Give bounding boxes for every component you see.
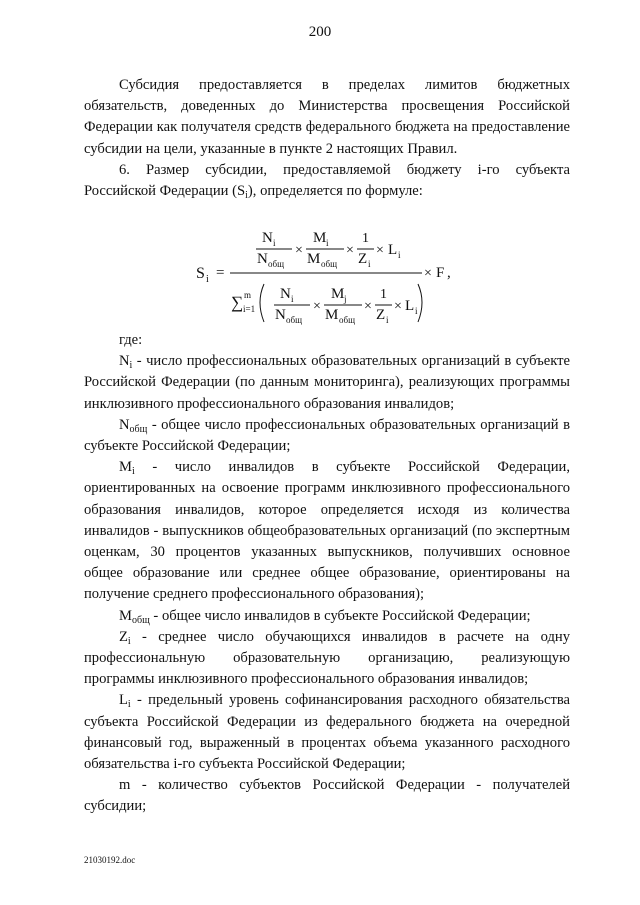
svg-text:×: × bbox=[394, 299, 402, 314]
svg-text:Z: Z bbox=[376, 307, 386, 323]
svg-text:N: N bbox=[257, 251, 268, 267]
svg-text:,: , bbox=[447, 265, 451, 281]
definitions bbox=[84, 330, 570, 818]
svg-text:×: × bbox=[364, 299, 372, 314]
svg-text:=: = bbox=[216, 265, 225, 281]
svg-text:F: F bbox=[436, 265, 445, 281]
definition-ni: $N_i$ - число профессиональных образовательных организаций в субъекте Российской Федерации (по данным мониторинга), реализующих программы инклюзивного профессионального образования инвалидов; bbox=[84, 353, 570, 412]
svg-text:×: × bbox=[295, 243, 303, 258]
formula-svg bbox=[194, 218, 464, 330]
svg-text:i: i bbox=[415, 306, 418, 316]
paragraph-subsidy-limits: Субсидия предоставляется в пределах лимитов бюджетных обязательств, доведенных до Министерства просвещения Российской Федерации как получателя средств федерального бюджета на предоставление субсидии на цели, указанные в пункте 2 настоящих Правил. bbox=[84, 77, 570, 157]
svg-text:i: i bbox=[386, 315, 389, 325]
svg-text:N: N bbox=[280, 286, 291, 302]
svg-text:Z: Z bbox=[358, 251, 368, 267]
svg-text:общ: общ bbox=[286, 315, 303, 325]
svg-text:M: M bbox=[325, 307, 339, 323]
svg-text:i=1: i=1 bbox=[243, 304, 256, 314]
svg-text:∑: ∑ bbox=[231, 293, 244, 312]
definition-mobsh: $M_{общ}$ - общее число инвалидов в субъекте Российской Федерации; bbox=[119, 607, 531, 626]
svg-text:N: N bbox=[275, 307, 286, 323]
svg-text:i: i bbox=[368, 259, 371, 269]
svg-text:L: L bbox=[405, 298, 415, 314]
svg-text:i: i bbox=[273, 238, 276, 248]
svg-text:i: i bbox=[326, 238, 329, 248]
definition-li: $L_i$ - предельный уровень софинансирования расходного обязательства субъекта Российской Федерации из федерального бюджета на очередной финансовый год, выраженный в процентах объема указанного расходного обязательства i-го субъекта Российской Федерации; bbox=[84, 692, 570, 773]
svg-text:общ: общ bbox=[339, 315, 356, 325]
svg-text:M: M bbox=[331, 286, 345, 302]
svg-text:i: i bbox=[398, 250, 401, 260]
definition-zi: $Z_i$ - среднее число обучающихся инвалидов в расчете на одну профессиональную образовательную организацию, реализующую программы инклюзивного профессионального образования инвалидов; bbox=[84, 628, 570, 688]
paragraph-subsidy-size: 6. Размер субсидии, предоставляемой бюджету i-го субъекта Российской Федерации $(S_i)$, определяется по формуле: bbox=[84, 161, 570, 202]
svg-text:×: × bbox=[313, 299, 321, 314]
svg-text:i: i bbox=[291, 294, 294, 304]
svg-text:m: m bbox=[244, 290, 252, 300]
formula-lhs: S bbox=[196, 265, 205, 282]
svg-text:j: j bbox=[344, 294, 347, 304]
svg-text:×: × bbox=[376, 243, 384, 258]
definition-nobsh: $N_{общ}$ - общее число профессиональных образовательных организаций в субъекте Российской Федерации; bbox=[84, 416, 570, 455]
svg-text:i: i bbox=[206, 274, 209, 285]
svg-text:1: 1 bbox=[362, 231, 369, 246]
svg-text:×: × bbox=[346, 243, 354, 258]
definition-mi: $M_i$ - число инвалидов в субъекте Российской Федерации, ориентированных на освоение программ инклюзивного профессионального образования инвалидов, которое определяется исходя из количества инвалидов - выпускников общеобразовательных организаций (по экспертным оценкам, 30 процентов указанных выпускников, получивших основное общее образование или среднее общее образование, ориентированы на получение среднего профессионального образования); bbox=[84, 459, 570, 603]
definition-m: m - количество субъектов Российской Федерации - получателей субсидии; bbox=[84, 777, 570, 815]
svg-text:1: 1 bbox=[380, 287, 387, 302]
page-number: 200 bbox=[308, 24, 332, 40]
subsidy-formula bbox=[194, 218, 464, 330]
where-label: где: bbox=[119, 332, 143, 348]
svg-text:N: N bbox=[262, 230, 273, 246]
svg-text:×: × bbox=[424, 266, 432, 281]
svg-text:общ: общ bbox=[268, 259, 285, 269]
svg-text:L: L bbox=[388, 242, 398, 258]
svg-text:M: M bbox=[313, 230, 327, 246]
svg-text:M: M bbox=[307, 251, 321, 267]
document-footer: 21030192.doc bbox=[84, 855, 136, 865]
intro-text bbox=[84, 75, 570, 202]
svg-text:общ: общ bbox=[321, 259, 338, 269]
